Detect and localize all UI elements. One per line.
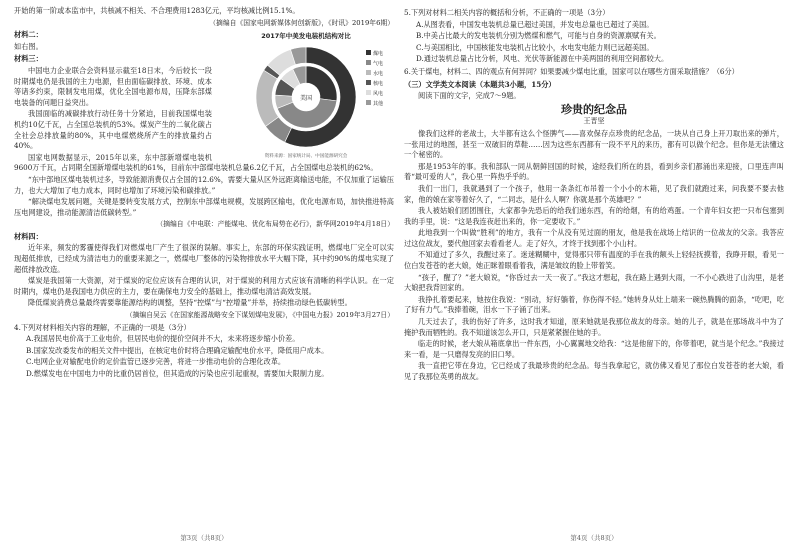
essay-para: 我挣扎着要起来，她按住我说：“别动，好好躺着，你伤得不轻。”她转身从灶上端来一碗热腾腾的面条，“吃吧，吃了好有力气。”我捧着碗，泪水一下子涌了出来。	[404, 294, 784, 315]
legend-label: 气电	[373, 61, 384, 68]
page-right	[404, 6, 784, 546]
essay-para: 此地我到一个叫做“胜利”的地方，我有一个从没有见过面的朋友，他是我在战场上结识的一位战友的父亲。我答应过这位战友，要代他回家去看看老人。走了好久，才终于找到那个小山村。	[404, 228, 784, 248]
legend-swatch	[366, 100, 371, 105]
material-4-para: 降低煤炭消费总量最终需要靠能源结构的调整，坚持“控煤”与“控增量”并举，持续推动绿色低碳转型。	[28, 298, 352, 308]
material-3-label: 材料三：	[14, 54, 43, 64]
chart-legend	[366, 50, 383, 107]
page-left	[14, 6, 394, 546]
intro-end: 开始的第一阶或本监市中，共核减不相关、不合理费用1283亿元，平均核减比例15.1%。	[14, 6, 300, 15]
legend-swatch	[366, 50, 371, 55]
legend-swatch	[366, 70, 371, 75]
question-4-option-b: B.国家发改委发布的相关文件中提出，在核定电价时将合理确定输配电价水平，降低用户成本。	[26, 345, 329, 355]
question-5-option-b: B.中美占比最大的发电装机分别为燃煤和燃气，可能与自身的资源禀赋有关。	[416, 31, 661, 41]
page-footer-right: 第4页（共8页）	[570, 534, 618, 543]
material-3-para: “东中部地区煤电装机过多，导致能源消费仅占全国的12.6%，需要大量从区外远距离输送电能，不仅加重了运输压力，也大大增加了电力成本，同时也增加了环境污染和碳排放。”	[14, 174, 394, 195]
material-3-para: “解决煤电发展问题，关键是要转变发展方式，控制东中部煤电规模，发展跨区输电，优化电源布局，加快推进特高压电网建设，推动能源清洁低碳转型。”	[14, 197, 394, 217]
essay-title: 珍贵的纪念品	[561, 102, 627, 116]
legend-swatch	[366, 90, 371, 95]
chart-center-label: 美国	[299, 95, 313, 103]
legend-label: 风电	[373, 91, 384, 98]
legend-swatch	[366, 60, 371, 65]
material-3-source: （摘编自《中电联：产能煤电、优化布局势在必行》，新华网2019年4月18日）	[156, 220, 394, 229]
material-3-para: 中国电力企业联合会资料显示截至18日末，今后较长一段时期煤电仍是我国的主力电源，但由面临碳排放、环境、成本等诸多约束，限制发电用煤，优化全国电源布局，压降东部煤电装备的问题日益突出。	[14, 65, 212, 107]
chart-title: 2017年中美发电装机结构对比	[261, 32, 351, 41]
essay-para: 那是1953年的事。我和部队一同从朝鲜回国的时候，途经我们所在的县，看到乡亲们都涌出来迎接，口里连声叫着“最可爱的人”，我心里一阵热乎乎的。	[404, 161, 784, 182]
question-5-stem: 5.下列对材料二相关内容的概括和分析，不正确的一项是（3分）	[404, 8, 610, 17]
material-3-para: 我国面临的减碳排放行动任务十分紧迫，目前我国煤电装机约10亿千瓦，占全国总装机的53%。煤炭产生的二氧化碳占全社会总排放量的80%，其中电煤燃烧所产生的排放量约占40%。	[14, 109, 212, 151]
chart-note: 资料来源：国家统计局、中国能源研究会	[264, 154, 348, 160]
material-2-label: 材料二：	[14, 30, 43, 40]
essay-para: 我们一出门，我就遇到了一个孩子，他用一条条红布吊着一个小小的木箱，见了我们就跑过来，问我要不要去他家，他的娘在家等着好久了，“二同志，是什么人啊？你就是那个英雄吧？”	[404, 183, 784, 204]
question-6-stem: 6.关于煤电，材料二、四的观点有何异同？如果要减少煤电比重，国家可以在哪些方面采取措施？（6分）	[404, 66, 739, 76]
essay-author: 王晋坚	[583, 117, 605, 126]
legend-swatch	[366, 80, 371, 85]
section-3-instruction: 阅读下面的文字，完成7～9题。	[418, 91, 521, 101]
legend-label: 其他	[373, 101, 384, 108]
intro-source: （摘编自《国家电网新媒体何创新版》，《时讯》2019年6期）	[209, 18, 394, 27]
material-4-source: （摘编自吴云《在国家能源战略安全下谋划煤电发展》，《中国电力报》2019年3月27日）	[125, 311, 394, 320]
question-4-stem: 4.下列对材料相关内容的理解，不正确的一项是（3分）	[14, 322, 191, 332]
essay-para: 不知道过了多久，我醒过来了。迷迷糊糊中，觉得那只带有温度的手在我的额头上轻轻抚摸着，我睁开眼，看见一位白发苍苍的老大娘，她正眯着眼看着我，满是皱纹的脸上带着笑。	[404, 250, 784, 271]
question-4-option-d: D.燃煤发电在中国电力中的比重仍居首位，但其造成的污染也应引起重视，需要加大限制力度。	[26, 369, 329, 378]
section-3-heading: （三）文学类文本阅读（本题共3小题，15分）	[404, 79, 556, 89]
essay-para: 我人被姑娘们团团围住，大家都争先恐后的给我们递东西，有的给烟，有的给鸡蛋。一个青年妇女把一只布包塞到我的手里，说：“这是我连夜赶出来的，你一定要收下。”	[404, 206, 784, 226]
material-3-para: 国家电网数据显示，2015年以来，东中部新增煤电装机9600万千瓦，占同期全国新增煤电装机的61%，目前东中部煤电装机总量6.2亿千瓦，占全国煤电总装机的62%。	[14, 152, 378, 173]
question-5-option-d: D.通过装机总量占比分析，风电、光伏等新能源在中美两国的利用空间都较大。	[416, 54, 669, 64]
question-5-option-a: A.从图表看，中国发电装机总量已超过美国，并发电总量也已超过了美国。	[416, 19, 654, 29]
material-4-para: 近年来，频发的雾霾使得我们对燃煤电厂产生了很深的误解。事实上，东部的环保实践证明，燃煤电厂完全可以实现超低排放，已经成为清洁电力的重要来源之一，燃煤电厂整体的污染物排放水平大幅下降，其中约90%的煤电实现了超低排放改造。	[14, 243, 394, 274]
pie-chart-svg	[218, 29, 394, 161]
legend-label: 水电	[373, 71, 384, 78]
essay-para: 几天过去了，我的伤好了许多，这时我才知道，原来她就是我那位战友的母亲。她的儿子，就是在那场战斗中为了掩护我而牺牲的。我不知道该怎么开口，只是紧紧握住她的手。	[404, 317, 784, 337]
essay-para: “孩子，醒了？”老大娘说，“你昏过去一天一夜了。”我这才想起，我在路上遇到大雨，一不小心跌进了山沟里，是老大娘把我背回家的。	[404, 272, 784, 293]
legend-label: 核电	[373, 81, 384, 88]
material-2-body: 如右图。	[14, 41, 43, 51]
page-footer-left: 第3页（共8页）	[180, 534, 228, 543]
material-4-label: 材料四：	[14, 231, 43, 241]
essay-para: 像我们这样的老战士，大半都有这么个怪脾气——喜欢保存点珍贵的纪念品，一块从自己身上开刀取出来的弹片，一张用过的地图，甚至一双破旧的草鞋……因为这些东西都有一段不平凡的来历，都有可以做个纪念。但你是无法懂这一个秘密的。	[404, 128, 784, 160]
material-4-para: 煤炭是我国第一大资源，对于煤炭的定位应该有合理的认识，对于煤炭的利用方式应该有清晰的科学认识。在一定时期内，煤电仍是我国电力供应的主力，要在确保电力安全的基础上，推动煤电清洁高效发展。	[14, 276, 394, 296]
legend-label: 煤电	[373, 51, 384, 58]
essay-para: 我一直把它带在身边，它已经成了我最珍贵的纪念品。每当我拿起它，就仿佛又看见了那位白发苍苍的老大娘，看见了我那位英勇的战友。	[404, 361, 784, 381]
pie-chart	[218, 29, 394, 161]
question-4-option-c: C.电网企业对输配电价的定价监管已逐步完善，将进一步推动电价的合理化改革。	[26, 357, 286, 367]
question-5-option-c: C.与美国相比，中国核能发电装机占比较小，水电发电能力则已远超美国。	[416, 42, 654, 52]
essay-para: 临走的时候，老大娘从箱底拿出一件东西，小心翼翼地交给我：“这是他留下的，你带着吧，就当是个纪念。”我接过来一看，是一只磨得发亮的旧口琴。	[404, 339, 784, 359]
question-4-option-a: A.我国居民电价高于工业电价，但居民电价的提价空间并不大，未来将逐步缩小价差。	[26, 334, 300, 344]
